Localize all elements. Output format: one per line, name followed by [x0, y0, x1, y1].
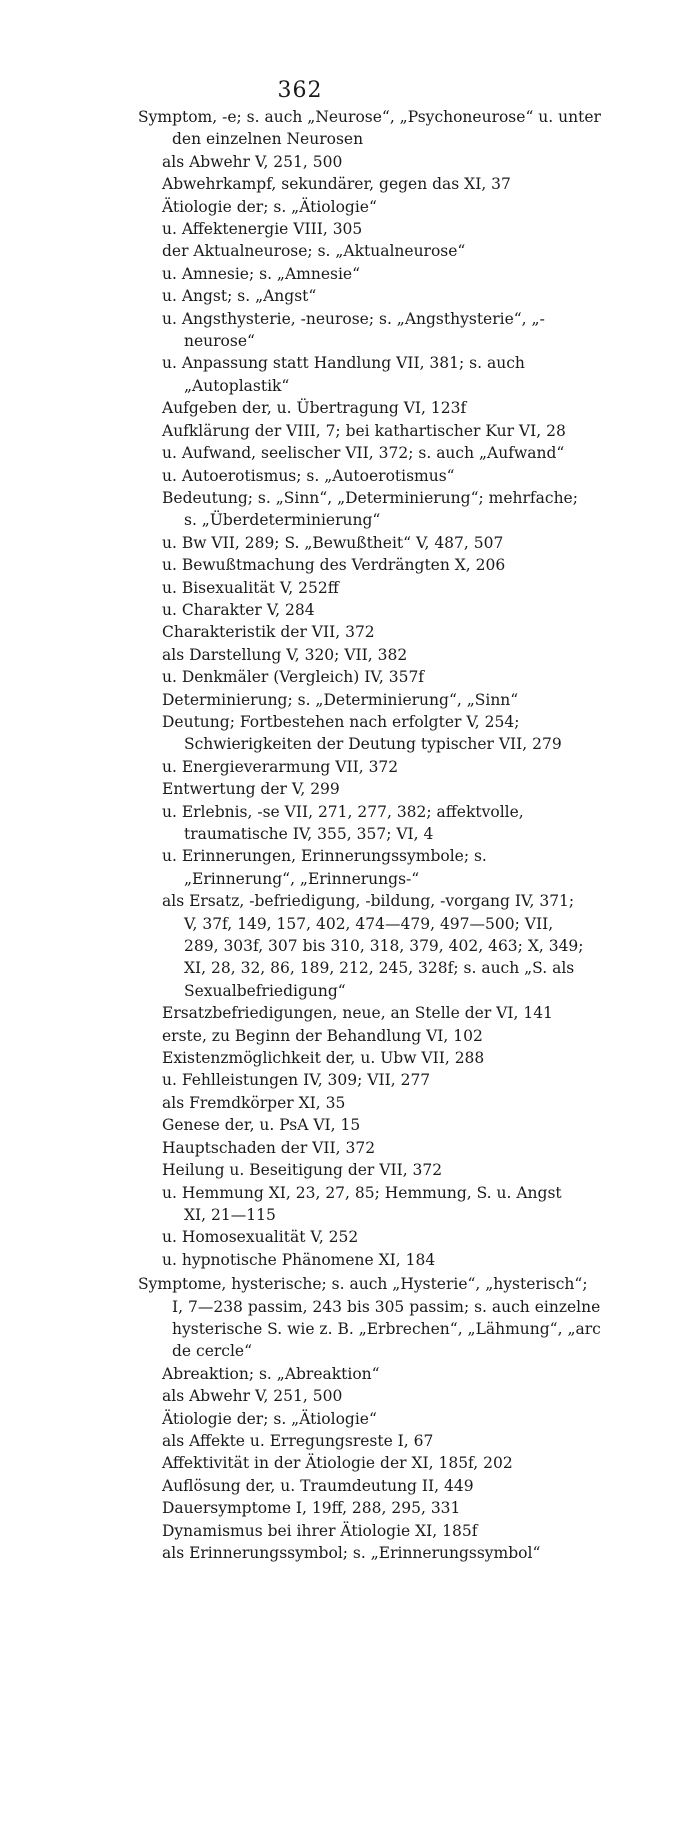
- index-subentry: u. Erinnerungen, Erinnerungssymbole; s. „Erinnerung“, „Erinnerungs-“: [162, 847, 487, 888]
- index-subentry: Genese der, u. PsA VI, 15: [162, 1116, 361, 1135]
- index-subentry: als Erinnerungssymbol; s. „Erinnerungssymbol“: [162, 1544, 541, 1562]
- index-main-entry: Symptom, -e; s. auch „Neurose“, „Psychoneurose“ u. unter den einzelnen Neurosen: [138, 108, 601, 149]
- index-subentry: u. Homosexualität V, 252: [162, 1228, 359, 1247]
- index-subentry: u. Autoerotismus; s. „Autoerotismus“: [162, 466, 455, 485]
- index-subentry: Existenzmöglichkeit der, u. Ubw VII, 288: [162, 1049, 485, 1068]
- index-subentry: Aufgeben der, u. Übertragung VI, 123f: [162, 399, 467, 418]
- index-subentry: Ätiologie der; s. „Ätiologie“: [162, 197, 377, 216]
- index-entries: [0, 104, 697, 1564]
- index-subentry: u. Angst; s. „Angst“: [162, 287, 317, 306]
- index-subentry: Auflösung der, u. Traumdeutung II, 449: [162, 1476, 474, 1495]
- index-subentry: der Aktualneurose; s. „Aktualneurose“: [162, 242, 466, 261]
- index-subentry: als Ersatz, -befriedigung, -bildung, -vorgang IV, 371; V, 37f, 149, 157, 402, 474—479, 497—500; VII, 289, 303f, 307 bis 310, 318, 379, 402, 463; X, 349; XI, 28, 32, 86, 189, 212, 245, 328f; s. auch „S. als Sexualbefriedigung“: [162, 892, 584, 1000]
- index-subentry: u. Bisexualität V, 252ff: [162, 578, 339, 597]
- index-subentry: Abreaktion; s. „Abreaktion“: [162, 1364, 380, 1383]
- index-subentry: als Affekte u. Erregungsreste I, 67: [162, 1431, 434, 1450]
- index-subentry: Aufklärung der VIII, 7; bei kathartischer Kur VI, 28: [162, 421, 566, 440]
- index-subentry: Heilung u. Beseitigung der VII, 372: [162, 1161, 443, 1180]
- index-subentry: Ätiologie der; s. „Ätiologie“: [162, 1409, 377, 1428]
- index-subentry: u. Angsthysterie, -neurose; s. „Angsthysterie“, „-neurose“: [162, 309, 545, 351]
- index-subentry: erste, zu Beginn der Behandlung VI, 102: [162, 1026, 483, 1045]
- index-subentry: u. Bw VII, 289; S. „Bewußtheit“ V, 487, 507: [162, 533, 504, 552]
- index-subentry: u. hypnotische Phänomene XI, 184: [162, 1250, 436, 1269]
- index-subentry: u. Energieverarmung VII, 372: [162, 757, 399, 776]
- index-subentry: als Darstellung V, 320; VII, 382: [162, 645, 408, 664]
- index-subentry: Abwehrkampf, sekundärer, gegen das XI, 37: [162, 175, 511, 194]
- index-subentry: Determinierung; s. „Determinierung“, „Sinn“: [162, 690, 519, 709]
- index-subentry: Dauersymptome I, 19ff, 288, 295, 331: [162, 1499, 461, 1518]
- index-subentry: als Fremdkörper XI, 35: [162, 1093, 346, 1112]
- index-subentry: u. Denkmäler (Vergleich) IV, 357f: [162, 668, 425, 687]
- index-subentry: Hauptschaden der VII, 372: [162, 1138, 376, 1157]
- index-subentry: u. Charakter V, 284: [162, 600, 315, 619]
- index-subentry: u. Fehlleistungen IV, 309; VII, 277: [162, 1071, 431, 1090]
- index-subentry: u. Bewußtmachung des Verdrängten X, 206: [162, 556, 506, 575]
- index-main-entry: Symptome, hysterische; s. auch „Hysterie“, „hysterisch“; I, 7—238 passim, 243 bis 305 passim; s. auch einzelne hysterische S. wie z. B. „Erbrechen“, „Lähmung“, „arc de cercle“: [138, 1275, 601, 1361]
- index-subentry: Affektivität in der Ätiologie der XI, 185f, 202: [162, 1454, 513, 1473]
- page-number: 362: [277, 78, 323, 103]
- index-subentry: als Abwehr V, 251, 500: [162, 1387, 343, 1406]
- index-subentry: Charakteristik der VII, 372: [162, 623, 375, 642]
- index-subentry: u. Amnesie; s. „Amnesie“: [162, 264, 361, 283]
- index-subentry: als Abwehr V, 251, 500: [162, 152, 343, 171]
- index-subentry: Entwertung der V, 299: [162, 780, 340, 799]
- index-subentry: u. Erlebnis, -se VII, 271, 277, 382; affektvolle, traumatische IV, 355, 357; VI, 4: [162, 802, 524, 843]
- index-subentry: Deutung; Fortbestehen nach erfolgter V, 254; Schwierigkeiten der Deutung typischer VII, 279: [162, 712, 562, 754]
- index-subentry: Ersatzbefriedigungen, neue, an Stelle der VI, 141: [162, 1004, 553, 1023]
- index-subentry: u. Anpassung statt Handlung VII, 381; s. auch „Autoplastik“: [162, 354, 525, 395]
- index-subentry: Dynamismus bei ihrer Ätiologie XI, 185f: [162, 1521, 478, 1540]
- index-subentry: u. Affektenergie VIII, 305: [162, 220, 363, 239]
- index-subentry: Bedeutung; s. „Sinn“, „Determinierung“; mehrfache; s. „Überdeterminierung“: [162, 488, 578, 530]
- index-subentry: u. Hemmung XI, 23, 27, 85; Hemmung, S. u. Angst XI, 21—115: [162, 1183, 562, 1224]
- index-subentry: u. Aufwand, seelischer VII, 372; s. auch „Aufwand“: [162, 444, 565, 463]
